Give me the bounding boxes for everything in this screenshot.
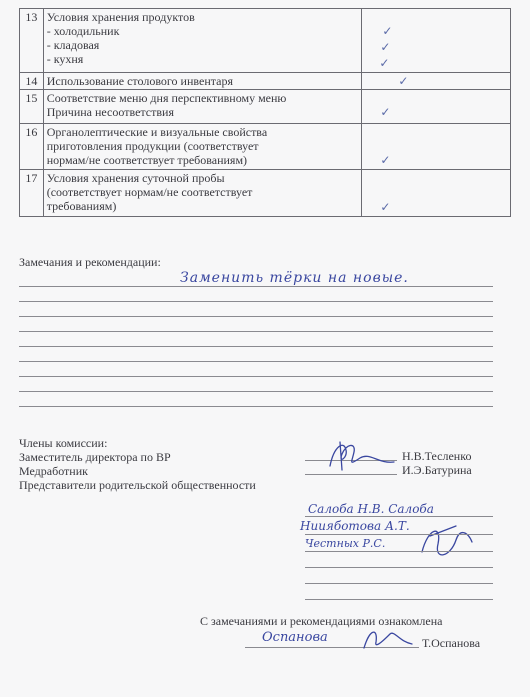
remarks-line (19, 391, 493, 392)
row-description (43, 124, 362, 170)
remarks-line (19, 316, 493, 317)
acknowledgement-name: Т.Оспанова (422, 636, 481, 650)
row-mark-cell (362, 170, 511, 217)
remarks-line (19, 346, 493, 347)
signature-line (305, 551, 493, 552)
row-description (43, 170, 362, 217)
acknowledgement-signature (360, 624, 416, 652)
signature-line (305, 567, 493, 568)
checkmark-icon: ✓ (382, 24, 393, 38)
row-line: Органолептические и визуальные свойства (46, 125, 268, 139)
remarks-line (19, 376, 493, 377)
row-number: 15 (20, 90, 44, 124)
row-mark-cell (362, 124, 511, 170)
remarks-line (19, 286, 493, 287)
row-line: Использование столового инвентаря (46, 74, 233, 88)
signature-line (305, 534, 493, 535)
director-signature (318, 436, 398, 476)
parent-signature: Ниияботова А.Т. (300, 519, 410, 533)
row-line: - кухня (46, 52, 84, 66)
row-mark-cell (362, 73, 511, 90)
commission-title: Члены комиссии: (19, 436, 108, 450)
remarks-line (19, 361, 493, 362)
row-description (43, 9, 362, 73)
row-line: требованиям) (46, 199, 117, 213)
row-line: приготовления продукции (соответствует (46, 139, 259, 153)
row-number: 13 (20, 9, 44, 73)
row-line: Условия хранения суточной пробы (46, 171, 225, 185)
row-mark-cell (362, 9, 511, 73)
checkmark-icon: ✓ (380, 200, 391, 214)
signature-line (305, 599, 493, 600)
table-row (20, 170, 511, 217)
checkmark-icon: ✓ (398, 74, 409, 88)
table-row (20, 73, 511, 90)
row-number: 16 (20, 124, 44, 170)
remarks-line (19, 331, 493, 332)
row-line: Причина несоответствия (46, 105, 174, 119)
row-description (43, 73, 362, 90)
checkmark-icon: ✓ (380, 153, 391, 167)
row-line: Соответствие меню дня перспективному меню (46, 91, 287, 105)
parent-signature: Салоба Н.В. Салоба (308, 502, 434, 516)
row-line: - холодильник (46, 24, 120, 38)
row-number: 14 (20, 73, 44, 90)
checklist-table (19, 8, 511, 217)
remarks-label: Замечания и рекомендации: (19, 255, 161, 269)
table-row (20, 124, 511, 170)
commission-block (19, 436, 256, 492)
checkmark-icon: ✓ (380, 105, 391, 119)
row-line: Условия хранения продуктов (46, 10, 195, 24)
handwritten-acknowledgement-name: Оспанова (262, 630, 328, 645)
handwritten-remark: Заменить тёрки на новые. (180, 270, 409, 286)
member-name: И.Э.Батурина (402, 463, 472, 477)
commission-role: Медработник (19, 464, 88, 478)
parent-signature: Честных Р.С. (305, 537, 386, 550)
parent-signature-scribble (416, 518, 476, 564)
signature-line (305, 583, 493, 584)
remarks-line (19, 406, 493, 407)
checkmark-icon: ✓ (379, 56, 390, 70)
table-row (20, 9, 511, 73)
row-line: нормам/не соответствует требованиям) (46, 153, 248, 167)
remarks-line (19, 301, 493, 302)
row-line: - кладовая (46, 38, 100, 52)
row-description (43, 90, 362, 124)
member-name: Н.В.Тесленко (402, 449, 472, 463)
table-row (20, 90, 511, 124)
signature-line (305, 516, 493, 517)
row-mark-cell (362, 90, 511, 124)
row-number: 17 (20, 170, 44, 217)
acknowledgement-text: С замечаниями и рекомендациями ознакомлена (200, 614, 443, 628)
commission-role: Заместитель директора по ВР (19, 450, 171, 464)
checkmark-icon: ✓ (380, 40, 391, 54)
commission-role: Представители родительской общественности (19, 478, 256, 492)
row-line: (соответствует нормам/не соответствует (46, 185, 253, 199)
